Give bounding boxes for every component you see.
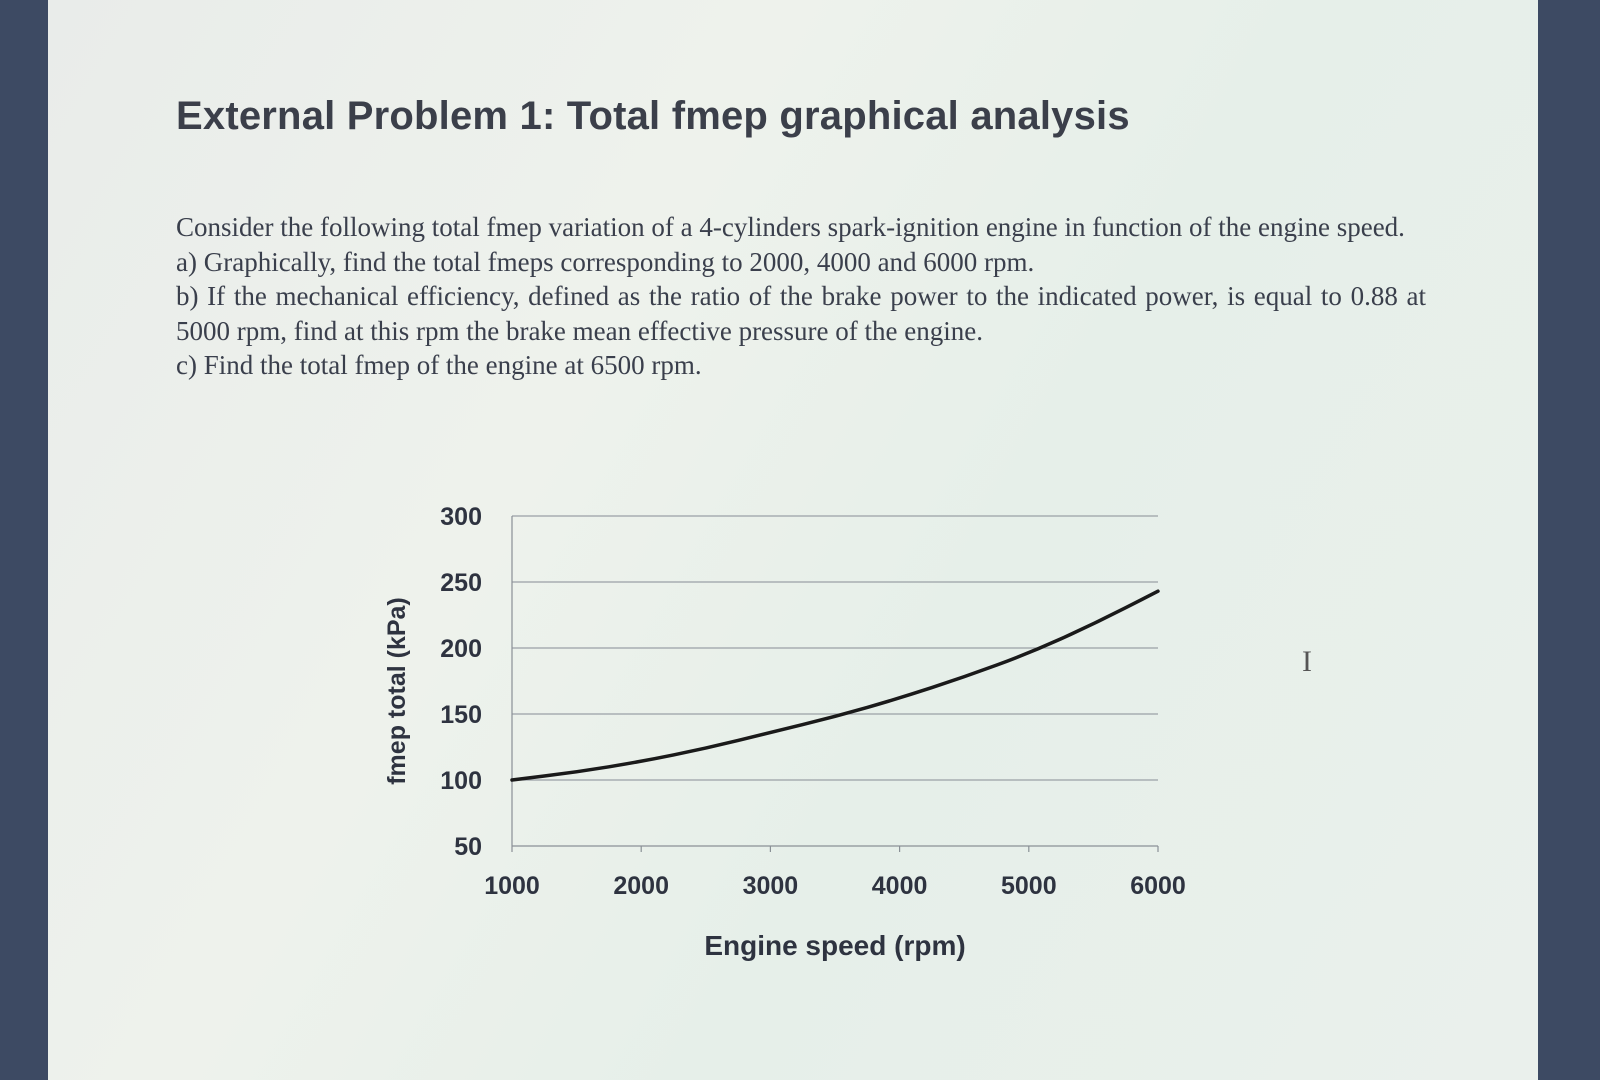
question-a: a) Graphically, find the total fmeps corresponding to 2000, 4000 and 6000 rpm. [176,246,1035,277]
x-tick-label: 3000 [742,872,799,900]
y-tick-label: 200 [440,635,482,663]
x-tick-label: 2000 [613,872,670,900]
x-tick-label: 6000 [1130,872,1186,900]
text-cursor-icon: I [1302,645,1312,678]
y-tick-label: 300 [440,503,482,531]
y-tick-label: 150 [440,701,482,729]
y-tick-label: 100 [440,767,482,795]
question-b: b) If the mechanical efficiency, defined as the ratio of the brake power to the indicated power, is equal to 0.88 at 5000 rpm, find at this rpm the brake mean effective pressure of the engine. [176,281,1426,346]
problem-intro: Consider the following total fmep variation of a 4-cylinders spark-ignition engine in function of the engine speed. [176,212,1405,242]
x-axis-title: Engine speed (rpm) [704,930,966,961]
fmep-curve [512,591,1158,780]
x-tick-label: 4000 [871,872,928,900]
y-tick-label: 50 [454,833,482,861]
problem-title: External Problem 1: Total fmep graphical analysis [176,94,1130,138]
y-axis-title: fmep total (kPa) [383,597,411,785]
x-tick-label: 5000 [1000,872,1057,900]
y-tick-label: 250 [440,569,482,597]
x-tick-label: 1000 [484,872,540,900]
question-c: c) Find the total fmep of the engine at 6500 rpm. [176,350,702,380]
